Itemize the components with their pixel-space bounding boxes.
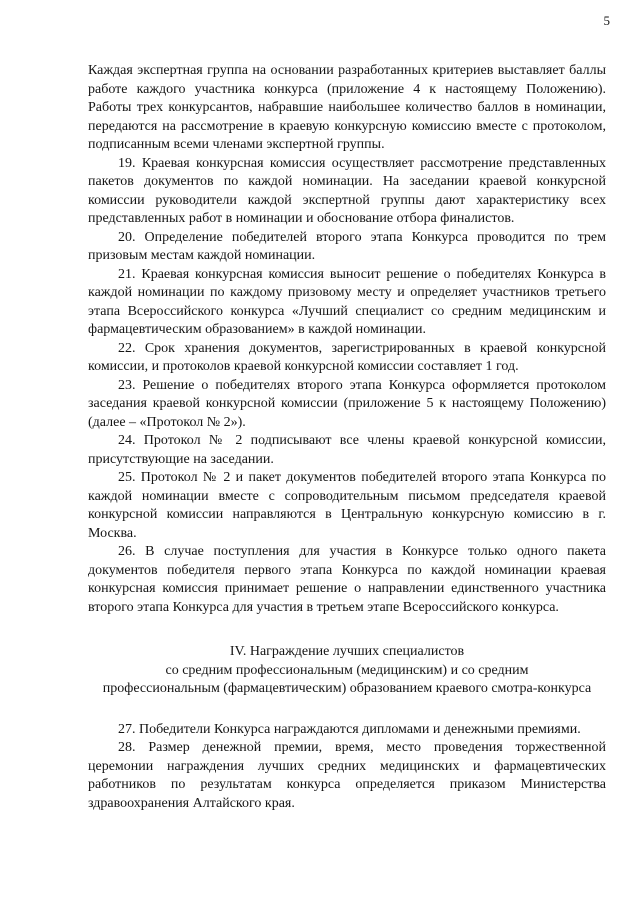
- section-heading-line-3: профессиональным (фармацевтическим) образованием краевого смотра-конкурса: [102, 681, 592, 696]
- paragraph-19: 19. Краевая конкурсная комиссия осуществляет рассмотрение представленных пакетов документов по каждой номинации. На заседании краевой конкурсной комиссии руководители каждой экспертной группы дают характеристику всех представленных работ в номинации и обоснование отбора финалистов.: [88, 155, 606, 226]
- section-heading-line-1: IV. Награждение лучших специалистов: [229, 644, 465, 659]
- page-number: 5: [603, 13, 610, 28]
- section-heading: [88, 643, 606, 699]
- paragraph-27: 27. Победители Конкурса награждаются дипломами и денежными премиями.: [118, 721, 581, 737]
- section-heading-line-2: со средним профессиональным (медицинским) и со средним: [165, 662, 529, 678]
- paragraph-28: 28. Размер денежной премии, время, место проведения торжественной церемонии награждения лучших средних медицинских и фармацевтических работников по результатам конкурса определяется приказом Министерства здравоохранения Алтайского края.: [88, 740, 606, 811]
- paragraph-23: 23. Решение о победителях второго этапа Конкурса оформляется протоколом заседания краевой конкурсной комиссии (приложение 5 к настоящему Положению) (далее – «Протокол № 2»).: [88, 377, 606, 430]
- paragraph-24: 24. Протокол № 2 подписывают все члены краевой конкурсной комиссии, присутствующие на заседании.: [88, 433, 606, 467]
- paragraph-22: 22. Срок хранения документов, зарегистрированных в краевой конкурсной комиссии, и протоколов краевой конкурсной комиссии составляет 1 год.: [88, 340, 606, 374]
- paragraph-expert-group: Каждая экспертная группа на основании разработанных критериев выставляет баллы работе каждого участника конкурса (приложение 4 к настоящему Положению). Работы трех конкурсантов, набравшие наибольшее количество баллов в номинации, передаются на рассмотрение в краевую конкурсную комиссию вместе с протоколом, подписанным всеми членами экспертной группы.: [88, 63, 606, 152]
- paragraph-21: 21. Краевая конкурсная комиссия выносит решение о победителях Конкурса в каждой номинации по каждому призовому месту и определяет участников третьего этапа Всероссийского конкурса «Лучший специалист со средним медицинским и фармацевтическим образованием» в каждой номинации.: [88, 266, 606, 337]
- paragraph-26: 26. В случае поступления для участия в Конкурсе только одного пакета документов победителя первого этапа Конкурса по каждой номинации краевая конкурсная комиссия принимает решение о направлении единственного участника второго этапа Конкурса для участия в третьем этапе Всероссийского конкурса.: [88, 544, 606, 615]
- paragraph-25: 25. Протокол № 2 и пакет документов победителей второго этапа Конкурса по каждой номинации вместе с сопроводительным письмом председателя краевой конкурсной комиссии направляются в Центральную конкурсную комиссию в г. Москва.: [88, 470, 606, 541]
- paragraph-20: 20. Определение победителей второго этапа Конкурса проводится по трем призовым местам каждой номинации.: [88, 229, 606, 263]
